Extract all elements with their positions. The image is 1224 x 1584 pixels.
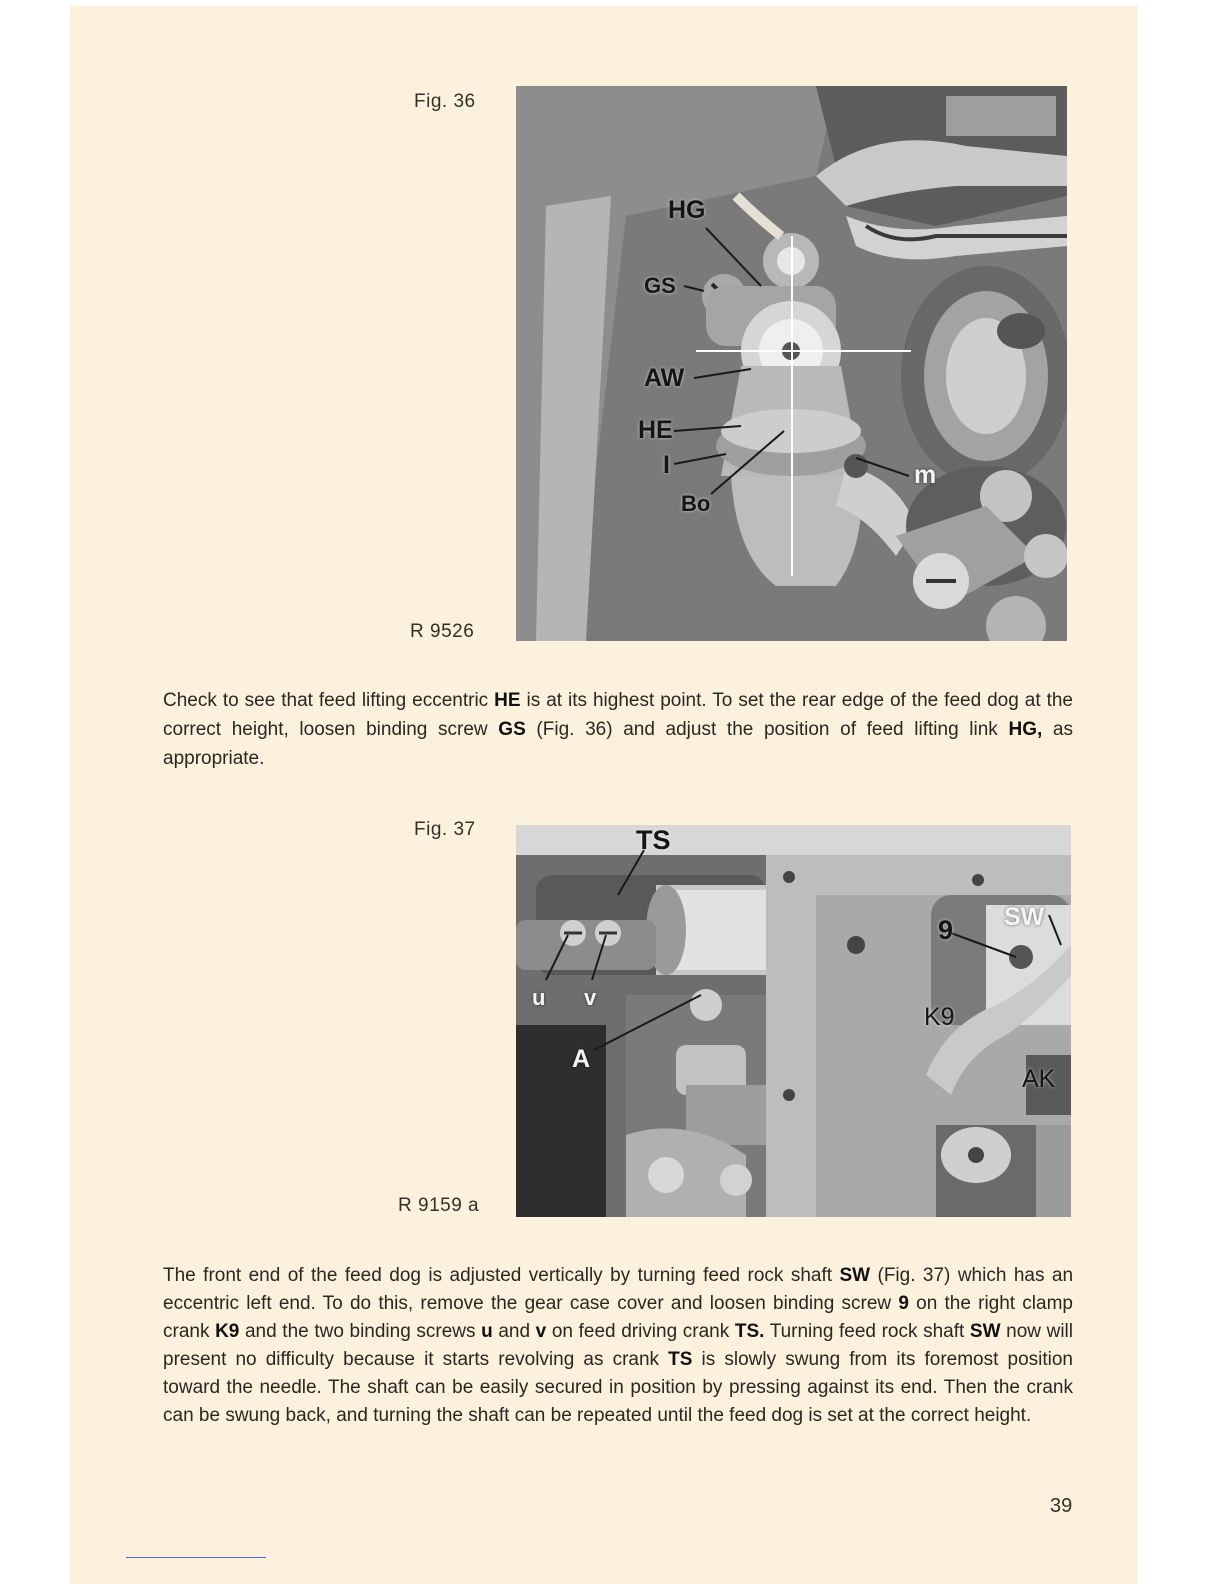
text-run: (Fig. 36) and adjust the position of feed lifting link [525,719,1009,740]
text-run: and [492,1321,536,1342]
callout-HG: HG [668,196,706,224]
callout-Bo: Bo [681,491,711,516]
bold-ref-TS: TS [668,1349,693,1370]
footer-rule [126,1557,266,1558]
text-run: is slowly swung from its foremost position toward the needle. The shaft can be easily secured in position by pressing against its end. Then the crank can be swung back, and turning the shaft can be repeated until the feed dog is set at the correct height. [163,1349,1073,1426]
bold-ref-u: u [481,1321,493,1342]
page-number: 39 [1050,1495,1073,1517]
figure-37-reference: R 9159 a [398,1195,480,1216]
callout-u: u [532,985,546,1010]
callout-A: A [572,1045,591,1073]
callout-SW: SW [1004,903,1045,931]
bold-ref-SW: SW [969,1321,1001,1342]
callout-K9: K9 [924,1003,955,1031]
text-run: The front end of the feed dog is adjusted vertically by turning feed rock shaft [163,1265,840,1286]
text-run: now will present no difficulty because it starts revolving as crank [163,1321,1073,1370]
text-run: is at its highest point. To set the rear edge of the feed dog at the correct height, loosen binding screw [163,690,1074,740]
text-run: as appropriate. [163,719,1073,769]
bold-ref-9: 9 [898,1293,909,1314]
bold-ref-GS: GS [498,719,526,740]
bold-ref-SW: SW [839,1265,871,1286]
text-run: on the right clamp crank [163,1293,1073,1342]
callout-HE: HE [638,416,673,444]
callout-GS: GS [644,273,676,298]
text-run: (Fig. 37) which has an eccentric left end. To do this, remove the gear case cover and loosen binding screw [163,1265,1074,1314]
figure-37-label: Fig. 37 [414,819,476,840]
callout-m: m [914,461,937,489]
text-run: Turning feed rock shaft [764,1321,970,1342]
bold-ref-v: v [535,1321,547,1342]
callout-I: I [663,451,670,479]
paragraph-feed-rock-shaft [163,1262,1073,1430]
figure-37-machine-illustration [516,825,1071,1217]
text-run: Check to see that feed lifting eccentric [163,690,495,711]
paragraph-feed-lifting [163,686,1073,773]
text-run: on feed driving crank [546,1321,735,1342]
figure-36-label: Fig. 36 [414,91,476,112]
bold-ref-TS: TS. [734,1321,765,1342]
callout-9: 9 [938,915,954,945]
bold-ref-HG: HG, [1008,719,1043,740]
figure-36-photo [516,86,1067,641]
callout-v: v [584,985,597,1010]
bold-ref-K9: K9 [215,1321,240,1342]
callout-TS: TS [636,825,671,855]
bold-ref-HE: HE [494,690,521,711]
text-run: and the two binding screws [239,1321,482,1342]
callout-AK: AK [1022,1065,1056,1093]
callout-AW: AW [644,364,685,392]
figure-36-machine-illustration [516,86,1067,641]
figure-36-reference: R 9526 [410,621,475,642]
figure-37-photo [516,825,1071,1217]
